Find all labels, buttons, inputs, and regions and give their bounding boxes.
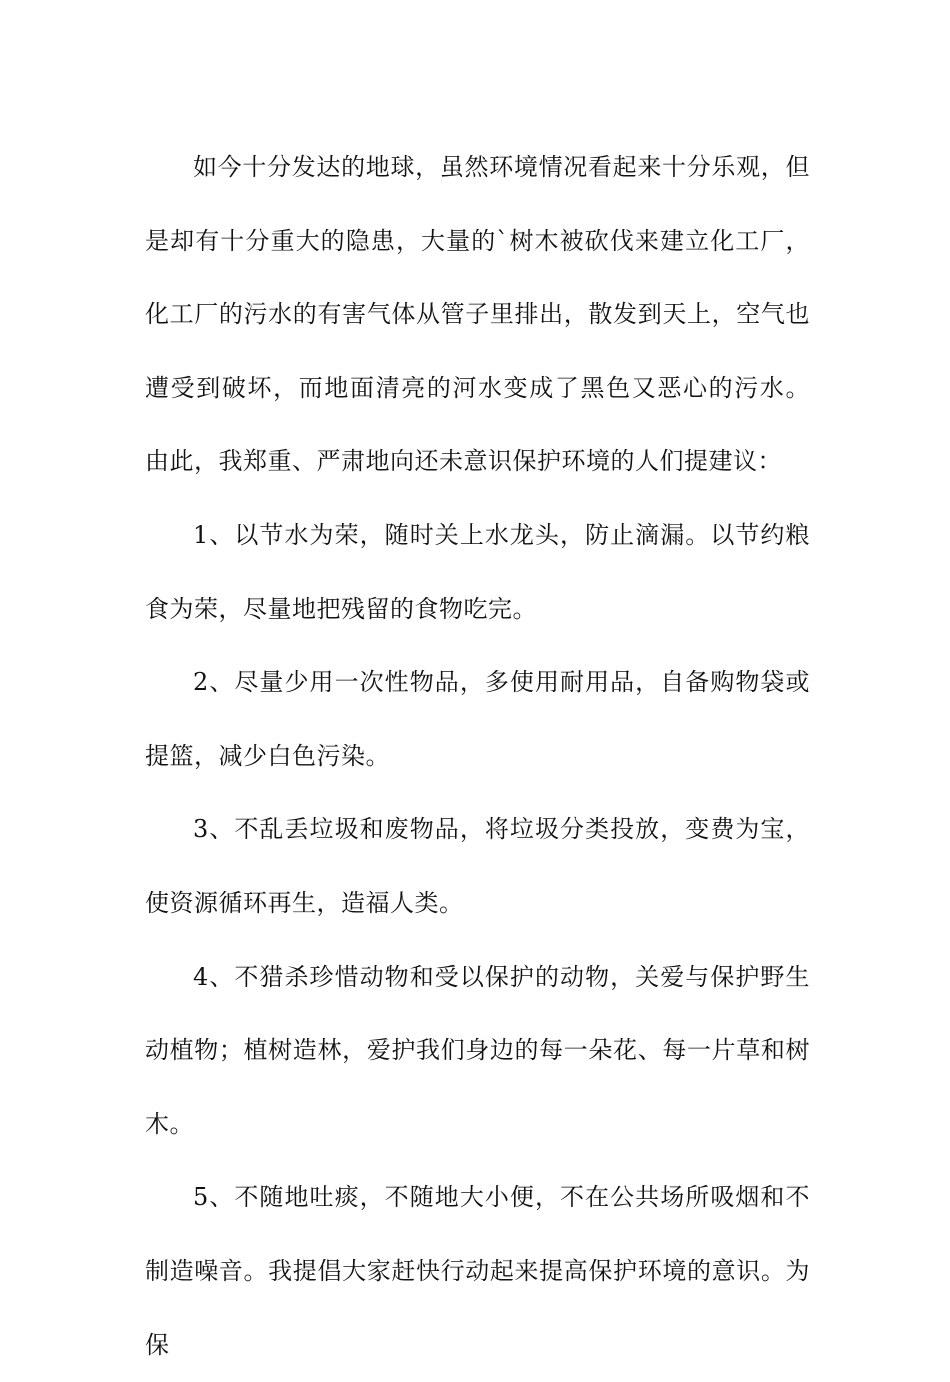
document-body xyxy=(145,131,810,1382)
suggestion-paragraph-5: 5、不随地吐痰，不随地大小便，不在公共场所吸烟和不制造噪音。我提倡大家赶快行动起来提高保护环境的意识。为保 xyxy=(145,1183,810,1359)
intro-paragraph: 如今十分发达的地球，虽然环境情况看起来十分乐观，但是却有十分重大的隐患，大量的`树木被砍伐来建立化工厂，化工厂的污水的有害气体从管子里排出，散发到天上，空气也遭受到破坏，而地面清亮的河水变成了黑色又恶心的污水。 由此，我郑重、严肃地向还未意识保护环境的人们提建议： xyxy=(145,153,810,476)
suggestion-paragraph-2: 2、尽量少用一次性物品，多使用耐用品，自备购物袋或提篮，减少白色污染。 xyxy=(145,668,810,770)
suggestion-paragraph-3: 3、不乱丢垃圾和废物品，将垃圾分类投放，变费为宝，使资源循环再生，造福人类。 xyxy=(145,815,810,917)
suggestion-paragraph-4: 4、不猎杀珍惜动物和受以保护的动物，关爱与保护野生动植物；植树造林，爱护我们身边的每一朵花、每一片草和树木。 xyxy=(145,962,810,1138)
suggestion-paragraph-1: 1、以节水为荣，随时关上水龙头，防止滴漏。以节约粮食为荣，尽量地把残留的食物吃完。 xyxy=(145,520,810,623)
